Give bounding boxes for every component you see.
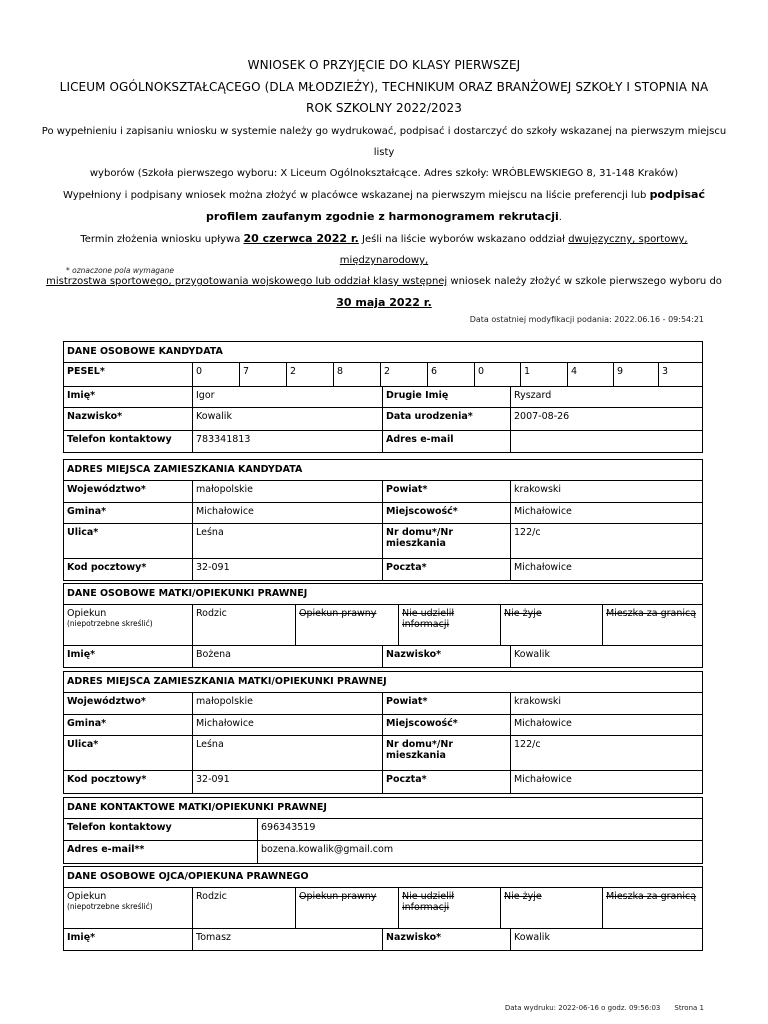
deadline-date: 20 czerwca 2022 r. <box>243 232 359 245</box>
email-value <box>510 431 702 452</box>
intro-underlined-segment: dwujęzyczny, sportowy, międzynarodowy, <box>339 234 688 266</box>
pesel-digit: 2 <box>380 363 427 386</box>
form-school-year: ROK SZKOLNY 2022/2023 <box>306 101 462 115</box>
house-number-label: Nr domu*/Nr mieszkania <box>382 736 510 770</box>
street-label: Ulica* <box>67 739 99 750</box>
last-modified-date: Data ostatniej modyfikacji podania: 2022.06.16 - 09:54:21 <box>469 315 704 324</box>
phone-label: Telefon kontaktowy <box>67 822 172 833</box>
guardian-label: Opiekun <box>67 608 107 619</box>
birth-date-value: 2007-08-26 <box>510 408 702 430</box>
voivodeship-label: Województwo* <box>67 484 146 495</box>
required-fields-note: * oznaczone pola wymagane <box>66 266 175 275</box>
form-title: WNIOSEK O PRZYJĘCIE DO KLASY PIERWSZEJ <box>247 58 521 72</box>
intro-line: Po wypełnieniu i zapisaniu wniosku w systemie należy go wydrukować, podpisać i dostarczyć do szkoły wskazanej na pierwszym miejscu listy <box>41 126 727 158</box>
name-row <box>64 929 702 950</box>
address-row <box>64 559 702 580</box>
guardian-option-struck: Opiekun prawny <box>295 605 398 645</box>
house-number-value: 122/c <box>510 524 702 558</box>
guardian-option-struck: Mieszka za granicą <box>602 888 702 928</box>
second-name-label: Drugie Imię <box>382 387 510 407</box>
section-header: DANE OSOBOWE OJCA/OPIEKUNA PRAWNEGO <box>64 867 702 888</box>
voivodeship-value: małopolskie <box>192 481 382 502</box>
address-row <box>64 736 702 771</box>
intro-line <box>40 206 728 228</box>
first-name-value: Tomasz <box>192 929 382 950</box>
commune-label: Gmina* <box>67 718 107 729</box>
surname-label: Nazwisko* <box>382 646 510 667</box>
phone-label: Telefon kontaktowy <box>67 434 172 445</box>
surname-label: Nazwisko* <box>67 411 123 422</box>
address-row <box>64 481 702 503</box>
house-number-value: 122/c <box>510 736 702 770</box>
pesel-digit: 4 <box>567 363 613 386</box>
email-label: Adres e-mail <box>382 431 510 452</box>
commune-value: Michałowice <box>192 715 382 735</box>
guardian-option: Rodzic <box>192 888 295 928</box>
surname-value: Kowalik <box>510 929 702 950</box>
phone-value: 696343519 <box>257 819 702 840</box>
surname-value: Kowalik <box>192 408 382 430</box>
intro-underlined-segment: mistrzostwa sportowego, przygotowania wojskowego lub oddział klasy wstępnej <box>46 276 448 287</box>
pesel-digit: 7 <box>239 363 286 386</box>
guardian-option: Rodzic <box>192 605 295 645</box>
contact-row <box>64 431 702 452</box>
guardian-option-struck: Mieszka za granicą <box>602 605 702 645</box>
pesel-digit: 6 <box>427 363 474 386</box>
guardian-label-cell <box>64 605 192 645</box>
county-value: krakowski <box>510 693 702 714</box>
guardian-option-struck: Nie udzielił informacji <box>398 605 500 645</box>
section-header: ADRES MIEJSCA ZAMIESZKANIA MATKI/OPIEKUNKI PRAWNEJ <box>64 672 702 693</box>
post-office-value: Michałowice <box>510 559 702 580</box>
intro-line: wyborów (Szkoła pierwszego wyboru: X Liceum Ogólnokształcące. Adres szkoły: WRÓBLEWSKIEGO 8, 31-148 Kraków) <box>89 168 679 179</box>
locality-value: Michałowice <box>510 715 702 735</box>
section-header: DANE OSOBOWE MATKI/OPIEKUNKI PRAWNEJ <box>64 584 702 605</box>
surname-value: Kowalik <box>510 646 702 667</box>
pesel-digit: 9 <box>613 363 658 386</box>
birth-date-label: Data urodzenia* <box>382 408 510 430</box>
intro-segment: wniosek należy złożyć w szkole pierwszego wyboru do <box>450 276 722 287</box>
first-name-label: Imię* <box>67 932 96 943</box>
address-row <box>64 715 702 736</box>
pesel-digit: 2 <box>286 363 333 386</box>
intro-line <box>40 184 728 206</box>
guardian-label: Opiekun <box>67 891 107 902</box>
first-name-label: Imię* <box>67 390 96 401</box>
surname-label: Nazwisko* <box>382 929 510 950</box>
house-number-label: Nr domu*/Nr mieszkania <box>382 524 510 558</box>
guardian-option-struck: Opiekun prawny <box>295 888 398 928</box>
post-office-label: Poczta* <box>382 559 510 580</box>
form-subtitle: LICEUM OGÓLNOKSZTAŁCĄCEGO (DLA MŁODZIEŻY), TECHNIKUM ORAZ BRANŻOWEJ SZKOŁY I STOPNIA NA <box>59 80 709 94</box>
mother-personal-data-section <box>63 583 703 668</box>
address-row <box>64 771 702 793</box>
section-header: ADRES MIEJSCA ZAMIESZKANIA KANDYDATA <box>64 460 702 481</box>
guardian-status-row <box>64 888 702 929</box>
contact-row <box>64 819 702 841</box>
early-deadline-date: 30 maja 2022 r. <box>336 296 432 309</box>
intro-segment: Wypełniony i podpisany wniosek można złożyć w placówce wskazanej na pierwszym miejscu na liście preferencji lub <box>62 190 650 201</box>
intro-text <box>40 121 728 314</box>
intro-segment: Jeśli na liście wyborów wskazano oddział <box>358 234 569 245</box>
pesel-digit: 3 <box>658 363 702 386</box>
postal-code-value: 32-091 <box>192 559 382 580</box>
intro-line <box>40 228 728 271</box>
candidate-address-section <box>63 459 703 581</box>
candidate-personal-data-section <box>63 341 703 453</box>
email-value: bozena.kowalik@gmail.com <box>257 841 702 863</box>
locality-label: Miejscowość* <box>382 715 510 735</box>
postal-code-value: 32-091 <box>192 771 382 793</box>
address-row <box>64 693 702 715</box>
street-value: Leśna <box>192 524 382 558</box>
county-label: Powiat* <box>382 693 510 714</box>
intro-bold-segment: profilem zaufanym zgodnie z harmonogramem rekrutacji <box>206 210 559 223</box>
county-value: krakowski <box>510 481 702 502</box>
pesel-digit: 0 <box>192 363 239 386</box>
father-personal-data-section <box>63 866 703 951</box>
pesel-digit: 8 <box>333 363 380 386</box>
voivodeship-label: Województwo* <box>67 696 146 707</box>
address-row <box>64 524 702 559</box>
intro-bold-segment: podpisać <box>649 188 706 201</box>
post-office-value: Michałowice <box>510 771 702 793</box>
contact-row <box>64 841 702 863</box>
postal-code-label: Kod pocztowy* <box>67 562 147 573</box>
guardian-option-struck: Nie udzielił informacji <box>398 888 500 928</box>
guardian-note: (niepotrzebne skreślić) <box>67 619 153 628</box>
locality-label: Miejscowość* <box>382 503 510 523</box>
first-name-value: Bożena <box>192 646 382 667</box>
first-name-label: Imię* <box>67 649 96 660</box>
street-value: Leśna <box>192 736 382 770</box>
intro-segment: Termin złożenia wniosku upływa <box>80 234 244 245</box>
postal-code-label: Kod pocztowy* <box>67 774 147 785</box>
intro-line <box>40 292 728 314</box>
pesel-digit: 0 <box>474 363 520 386</box>
print-date: Data wydruku: 2022-06-16 o godz. 09:56:03 <box>504 1004 661 1012</box>
guardian-status-row <box>64 605 702 646</box>
guardian-option-struck: Nie żyje <box>500 605 602 645</box>
guardian-option-struck: Nie żyje <box>500 888 602 928</box>
page-footer <box>505 1004 704 1012</box>
locality-value: Michałowice <box>510 503 702 523</box>
voivodeship-value: małopolskie <box>192 693 382 714</box>
address-row <box>64 503 702 524</box>
commune-label: Gmina* <box>67 506 107 517</box>
post-office-label: Poczta* <box>382 771 510 793</box>
second-name-value: Ryszard <box>510 387 702 407</box>
email-label: Adres e-mail** <box>67 844 145 855</box>
street-label: Ulica* <box>67 527 99 538</box>
mother-contact-section <box>63 797 703 864</box>
guardian-note: (niepotrzebne skreślić) <box>67 902 153 911</box>
county-label: Powiat* <box>382 481 510 502</box>
name-row <box>64 646 702 667</box>
section-header: DANE OSOBOWE KANDYDATA <box>64 342 702 363</box>
page-number: Strona 1 <box>674 1004 704 1012</box>
mother-address-section <box>63 671 703 794</box>
commune-value: Michałowice <box>192 503 382 523</box>
section-header: DANE KONTAKTOWE MATKI/OPIEKUNKI PRAWNEJ <box>64 798 702 819</box>
phone-value: 783341813 <box>192 431 382 452</box>
name-row <box>64 387 702 408</box>
first-name-value: Igor <box>192 387 382 407</box>
surname-row <box>64 408 702 431</box>
guardian-label-cell <box>64 888 192 928</box>
pesel-digit: 1 <box>520 363 567 386</box>
pesel-row <box>64 363 702 387</box>
pesel-label: PESEL* <box>67 366 105 377</box>
intro-segment: . <box>558 212 562 223</box>
